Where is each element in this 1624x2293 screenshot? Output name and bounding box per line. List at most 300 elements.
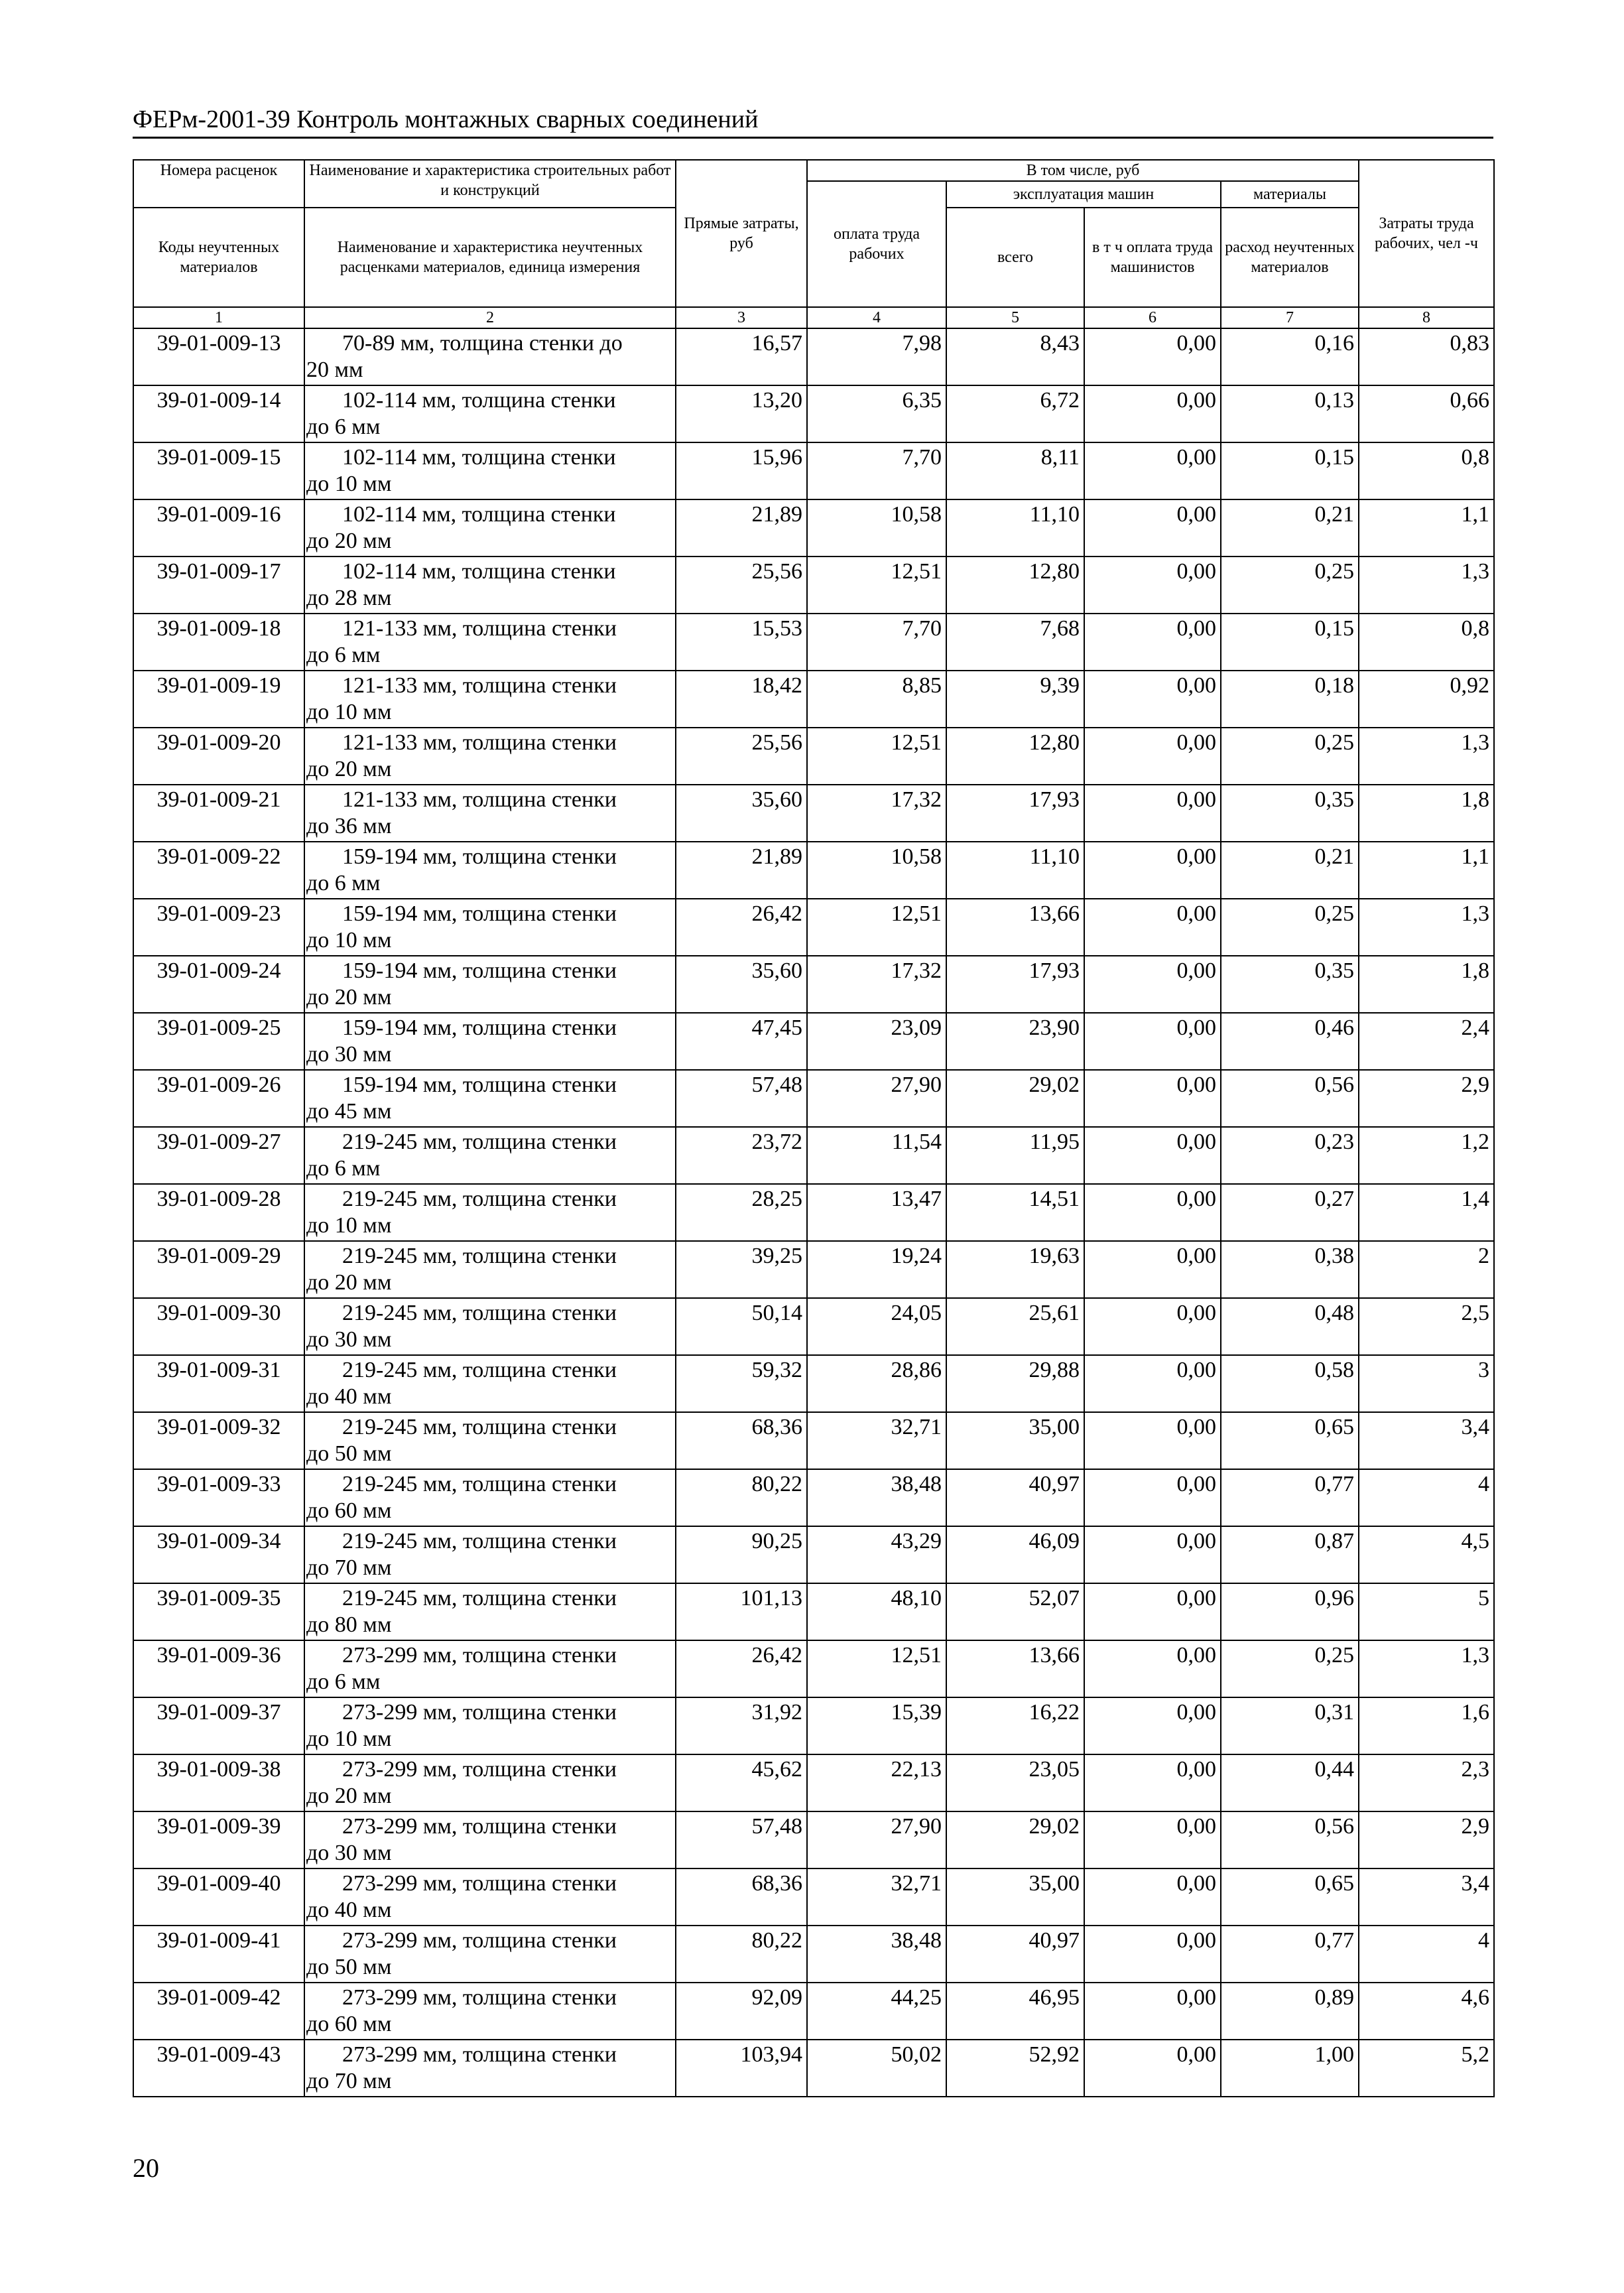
header-rate-numbers: Номера расценок <box>133 160 304 208</box>
rate-code: 39-01-009-13 <box>133 328 304 385</box>
direct-costs-cell: 68,36 <box>676 1868 807 1926</box>
machines-total-cell: 52,92 <box>946 2040 1084 2097</box>
description-line: до 40 мм <box>306 1384 392 1409</box>
table-row <box>133 1412 1494 1469</box>
description-line: до 50 мм <box>306 1441 392 1466</box>
table-row <box>133 1298 1494 1355</box>
rate-code: 39-01-009-14 <box>133 385 304 442</box>
rate-code: 39-01-009-27 <box>133 1127 304 1184</box>
operator-pay-cell: 0,00 <box>1084 1697 1221 1754</box>
description-line: до 20 мм <box>306 757 392 781</box>
labor-hours-cell: 2 <box>1359 1241 1494 1298</box>
materials-cell: 0,77 <box>1221 1469 1359 1526</box>
description-line: 121-133 мм, толщина стенки <box>342 616 617 641</box>
rate-code: 39-01-009-32 <box>133 1412 304 1469</box>
description-line: 102-114 мм, толщина стенки <box>342 559 616 584</box>
work-description-cell <box>304 1640 676 1697</box>
direct-costs-cell: 26,42 <box>676 899 807 956</box>
materials-cell: 0,25 <box>1221 557 1359 614</box>
table-row <box>133 1697 1494 1754</box>
table-row <box>133 1070 1494 1127</box>
direct-costs-cell: 50,14 <box>676 1298 807 1355</box>
direct-costs-cell: 101,13 <box>676 1583 807 1640</box>
table-row <box>133 328 1494 385</box>
description-line: 159-194 мм, толщина стенки <box>342 958 617 983</box>
table-row <box>133 899 1494 956</box>
machines-total-cell: 7,68 <box>946 614 1084 671</box>
header-labor-hours: Затраты труда рабочих, чел -ч <box>1359 160 1494 307</box>
description-line: 219-245 мм, толщина стенки <box>342 1415 617 1439</box>
materials-cell: 0,87 <box>1221 1526 1359 1583</box>
machines-total-cell: 29,02 <box>946 1070 1084 1127</box>
operator-pay-cell: 0,00 <box>1084 328 1221 385</box>
work-description-cell <box>304 1355 676 1412</box>
operator-pay-cell: 0,00 <box>1084 1127 1221 1184</box>
materials-cell: 0,21 <box>1221 842 1359 899</box>
table-row <box>133 1583 1494 1640</box>
machines-total-cell: 9,39 <box>946 671 1084 728</box>
description-line: до 60 мм <box>306 1498 392 1523</box>
work-description-cell <box>304 442 676 499</box>
operator-pay-cell: 0,00 <box>1084 1583 1221 1640</box>
materials-cell: 0,31 <box>1221 1697 1359 1754</box>
column-number: 5 <box>946 307 1084 328</box>
description-line: до 20 мм <box>306 529 392 553</box>
description-line: 219-245 мм, толщина стенки <box>342 1244 617 1268</box>
description-line: 219-245 мм, толщина стенки <box>342 1586 617 1610</box>
work-description-cell <box>304 2040 676 2097</box>
description-line: до 6 мм <box>306 415 381 439</box>
rate-code: 39-01-009-31 <box>133 1355 304 1412</box>
labor-hours-cell: 1,4 <box>1359 1184 1494 1241</box>
description-line: до 10 мм <box>306 1727 392 1751</box>
table-row <box>133 1868 1494 1926</box>
rates-table <box>133 159 1495 2097</box>
operator-pay-cell: 0,00 <box>1084 785 1221 842</box>
description-line: до 20 мм <box>306 1784 392 1808</box>
operator-pay-cell: 0,00 <box>1084 557 1221 614</box>
direct-costs-cell: 57,48 <box>676 1070 807 1127</box>
direct-costs-cell: 25,56 <box>676 557 807 614</box>
direct-costs-cell: 92,09 <box>676 1983 807 2040</box>
operator-pay-cell: 0,00 <box>1084 1184 1221 1241</box>
operator-pay-cell: 0,00 <box>1084 728 1221 785</box>
description-line: до 70 мм <box>306 2069 392 2093</box>
labor-hours-cell: 2,5 <box>1359 1298 1494 1355</box>
materials-cell: 0,13 <box>1221 385 1359 442</box>
machines-total-cell: 35,00 <box>946 1868 1084 1926</box>
work-description-cell <box>304 899 676 956</box>
description-line: 273-299 мм, толщина стенки <box>342 1871 617 1896</box>
description-line: до 45 мм <box>306 1099 392 1124</box>
labor-pay-cell: 24,05 <box>807 1298 946 1355</box>
work-description-cell <box>304 1127 676 1184</box>
work-description-cell <box>304 1013 676 1070</box>
rate-code: 39-01-009-30 <box>133 1298 304 1355</box>
labor-pay-cell: 7,70 <box>807 614 946 671</box>
labor-pay-cell: 12,51 <box>807 899 946 956</box>
labor-hours-cell: 2,4 <box>1359 1013 1494 1070</box>
labor-hours-cell: 0,92 <box>1359 671 1494 728</box>
materials-cell: 0,44 <box>1221 1754 1359 1811</box>
materials-cell: 0,35 <box>1221 785 1359 842</box>
rate-code: 39-01-009-18 <box>133 614 304 671</box>
direct-costs-cell: 59,32 <box>676 1355 807 1412</box>
work-description-cell <box>304 728 676 785</box>
operator-pay-cell: 0,00 <box>1084 956 1221 1013</box>
operator-pay-cell: 0,00 <box>1084 1526 1221 1583</box>
description-line: до 6 мм <box>306 1670 381 1694</box>
description-line: до 30 мм <box>306 1841 392 1865</box>
labor-hours-cell: 3 <box>1359 1355 1494 1412</box>
description-line: до 6 мм <box>306 1156 381 1181</box>
labor-pay-cell: 10,58 <box>807 499 946 557</box>
direct-costs-cell: 26,42 <box>676 1640 807 1697</box>
description-line: 219-245 мм, толщина стенки <box>342 1358 617 1382</box>
header-work-description: Наименование и характеристика строительных работ и конструкций <box>304 160 676 208</box>
labor-pay-cell: 12,51 <box>807 557 946 614</box>
labor-hours-cell: 0,66 <box>1359 385 1494 442</box>
description-line: до 40 мм <box>306 1898 392 1922</box>
table-row <box>133 499 1494 557</box>
work-description-cell <box>304 1526 676 1583</box>
direct-costs-cell: 80,22 <box>676 1926 807 1983</box>
materials-cell: 0,56 <box>1221 1070 1359 1127</box>
labor-pay-cell: 7,70 <box>807 442 946 499</box>
table-row <box>133 1926 1494 1983</box>
direct-costs-cell: 18,42 <box>676 671 807 728</box>
header-materials: материалы <box>1221 181 1359 208</box>
description-line: 273-299 мм, толщина стенки <box>342 1985 617 2010</box>
table-row <box>133 1754 1494 1811</box>
table-row <box>133 557 1494 614</box>
table-row <box>133 1355 1494 1412</box>
operator-pay-cell: 0,00 <box>1084 842 1221 899</box>
labor-hours-cell: 2,9 <box>1359 1811 1494 1868</box>
direct-costs-cell: 80,22 <box>676 1469 807 1526</box>
table-row <box>133 1811 1494 1868</box>
materials-cell: 0,65 <box>1221 1412 1359 1469</box>
description-line: 159-194 мм, толщина стенки <box>342 901 617 926</box>
direct-costs-cell: 21,89 <box>676 842 807 899</box>
description-line: 159-194 мм, толщина стенки <box>342 844 617 869</box>
labor-pay-cell: 11,54 <box>807 1127 946 1184</box>
rate-code: 39-01-009-40 <box>133 1868 304 1926</box>
machines-total-cell: 25,61 <box>946 1298 1084 1355</box>
description-line: 219-245 мм, толщина стенки <box>342 1187 617 1211</box>
column-number: 3 <box>676 307 807 328</box>
description-line: до 30 мм <box>306 1042 392 1067</box>
table-row <box>133 1469 1494 1526</box>
materials-cell: 0,25 <box>1221 728 1359 785</box>
labor-hours-cell: 1,3 <box>1359 899 1494 956</box>
operator-pay-cell: 0,00 <box>1084 1811 1221 1868</box>
table-row <box>133 785 1494 842</box>
table-row <box>133 1983 1494 2040</box>
header-labor-pay: оплата труда рабочих <box>807 181 946 307</box>
operator-pay-cell: 0,00 <box>1084 1868 1221 1926</box>
work-description-cell <box>304 328 676 385</box>
materials-cell: 0,35 <box>1221 956 1359 1013</box>
operator-pay-cell: 0,00 <box>1084 499 1221 557</box>
labor-hours-cell: 1,3 <box>1359 728 1494 785</box>
description-line: 121-133 мм, толщина стенки <box>342 673 617 698</box>
machines-total-cell: 12,80 <box>946 557 1084 614</box>
rate-code: 39-01-009-42 <box>133 1983 304 2040</box>
labor-hours-cell: 1,3 <box>1359 557 1494 614</box>
table-row <box>133 1241 1494 1298</box>
direct-costs-cell: 35,60 <box>676 956 807 1013</box>
table-row <box>133 385 1494 442</box>
work-description-cell <box>304 614 676 671</box>
direct-costs-cell: 28,25 <box>676 1184 807 1241</box>
direct-costs-cell: 35,60 <box>676 785 807 842</box>
work-description-cell <box>304 1469 676 1526</box>
materials-cell: 0,89 <box>1221 1983 1359 2040</box>
description-line: до 10 мм <box>306 472 392 496</box>
description-line: 273-299 мм, толщина стенки <box>342 1700 617 1725</box>
rate-code: 39-01-009-43 <box>133 2040 304 2097</box>
description-line: до 20 мм <box>306 985 392 1010</box>
description-line: 219-245 мм, толщина стенки <box>342 1529 617 1553</box>
operator-pay-cell: 0,00 <box>1084 899 1221 956</box>
labor-pay-cell: 12,51 <box>807 728 946 785</box>
column-number: 8 <box>1359 307 1494 328</box>
operator-pay-cell: 0,00 <box>1084 1355 1221 1412</box>
materials-cell: 0,18 <box>1221 671 1359 728</box>
labor-pay-cell: 28,86 <box>807 1355 946 1412</box>
description-line: 219-245 мм, толщина стенки <box>342 1301 617 1325</box>
labor-hours-cell: 5 <box>1359 1583 1494 1640</box>
rate-code: 39-01-009-35 <box>133 1583 304 1640</box>
labor-hours-cell: 4 <box>1359 1469 1494 1526</box>
operator-pay-cell: 0,00 <box>1084 2040 1221 2097</box>
direct-costs-cell: 23,72 <box>676 1127 807 1184</box>
machines-total-cell: 6,72 <box>946 385 1084 442</box>
rate-code: 39-01-009-19 <box>133 671 304 728</box>
description-line: 219-245 мм, толщина стенки <box>342 1472 617 1496</box>
materials-cell: 0,65 <box>1221 1868 1359 1926</box>
work-description-cell <box>304 1583 676 1640</box>
description-line: до 30 мм <box>306 1327 392 1352</box>
rate-code: 39-01-009-24 <box>133 956 304 1013</box>
rate-code: 39-01-009-33 <box>133 1469 304 1526</box>
materials-cell: 0,25 <box>1221 899 1359 956</box>
operator-pay-cell: 0,00 <box>1084 614 1221 671</box>
direct-costs-cell: 45,62 <box>676 1754 807 1811</box>
materials-cell: 0,25 <box>1221 1640 1359 1697</box>
machines-total-cell: 40,97 <box>946 1469 1084 1526</box>
direct-costs-cell: 31,92 <box>676 1697 807 1754</box>
table-row <box>133 1640 1494 1697</box>
direct-costs-cell: 16,57 <box>676 328 807 385</box>
labor-pay-cell: 22,13 <box>807 1754 946 1811</box>
description-line: 273-299 мм, толщина стенки <box>342 1757 617 1782</box>
direct-costs-cell: 13,20 <box>676 385 807 442</box>
rate-code: 39-01-009-29 <box>133 1241 304 1298</box>
description-line: до 10 мм <box>306 928 392 952</box>
materials-cell: 0,16 <box>1221 328 1359 385</box>
rate-code: 39-01-009-26 <box>133 1070 304 1127</box>
labor-pay-cell: 48,10 <box>807 1583 946 1640</box>
column-number: 4 <box>807 307 946 328</box>
machines-total-cell: 17,93 <box>946 785 1084 842</box>
description-line: до 10 мм <box>306 1213 392 1238</box>
rate-code: 39-01-009-22 <box>133 842 304 899</box>
materials-cell: 0,15 <box>1221 614 1359 671</box>
labor-pay-cell: 44,25 <box>807 1983 946 2040</box>
labor-pay-cell: 6,35 <box>807 385 946 442</box>
labor-hours-cell: 2,3 <box>1359 1754 1494 1811</box>
materials-cell: 0,23 <box>1221 1127 1359 1184</box>
description-line: до 6 мм <box>306 871 381 895</box>
labor-hours-cell: 0,8 <box>1359 614 1494 671</box>
materials-cell: 0,58 <box>1221 1355 1359 1412</box>
machines-total-cell: 19,63 <box>946 1241 1084 1298</box>
operator-pay-cell: 0,00 <box>1084 1640 1221 1697</box>
rate-code: 39-01-009-25 <box>133 1013 304 1070</box>
machines-total-cell: 35,00 <box>946 1412 1084 1469</box>
description-line: 273-299 мм, толщина стенки <box>342 1928 617 1953</box>
labor-hours-cell: 4,6 <box>1359 1983 1494 2040</box>
labor-hours-cell: 1,2 <box>1359 1127 1494 1184</box>
rate-code: 39-01-009-20 <box>133 728 304 785</box>
rate-code: 39-01-009-38 <box>133 1754 304 1811</box>
materials-cell: 1,00 <box>1221 2040 1359 2097</box>
materials-cell: 0,27 <box>1221 1184 1359 1241</box>
machines-total-cell: 11,95 <box>946 1127 1084 1184</box>
description-line: 102-114 мм, толщина стенки <box>342 502 616 527</box>
machines-total-cell: 46,09 <box>946 1526 1084 1583</box>
machines-total-cell: 14,51 <box>946 1184 1084 1241</box>
labor-hours-cell: 0,8 <box>1359 442 1494 499</box>
work-description-cell <box>304 1184 676 1241</box>
rate-code: 39-01-009-16 <box>133 499 304 557</box>
materials-cell: 0,46 <box>1221 1013 1359 1070</box>
direct-costs-cell: 15,96 <box>676 442 807 499</box>
labor-pay-cell: 38,48 <box>807 1469 946 1526</box>
labor-hours-cell: 5,2 <box>1359 2040 1494 2097</box>
labor-hours-cell: 1,8 <box>1359 956 1494 1013</box>
rate-code: 39-01-009-28 <box>133 1184 304 1241</box>
description-line: 273-299 мм, толщина стенки <box>342 1814 617 1839</box>
direct-costs-cell: 68,36 <box>676 1412 807 1469</box>
materials-cell: 0,15 <box>1221 442 1359 499</box>
labor-pay-cell: 23,09 <box>807 1013 946 1070</box>
direct-costs-cell: 15,53 <box>676 614 807 671</box>
table-row <box>133 842 1494 899</box>
description-line: до 60 мм <box>306 2012 392 2036</box>
description-line: 121-133 мм, толщина стенки <box>342 730 617 755</box>
labor-pay-cell: 10,58 <box>807 842 946 899</box>
work-description-cell <box>304 956 676 1013</box>
header-material-description: Наименование и характеристика неучтенных расценками материалов, единица измерения <box>304 208 676 307</box>
labor-pay-cell: 50,02 <box>807 2040 946 2097</box>
work-description-cell <box>304 1754 676 1811</box>
column-number: 2 <box>304 307 676 328</box>
column-number-row <box>133 307 1494 328</box>
materials-cell: 0,21 <box>1221 499 1359 557</box>
description-line: 102-114 мм, толщина стенки <box>342 445 616 470</box>
description-line: до 10 мм <box>306 700 392 724</box>
machines-total-cell: 29,88 <box>946 1355 1084 1412</box>
labor-hours-cell: 4 <box>1359 1926 1494 1983</box>
machines-total-cell: 11,10 <box>946 842 1084 899</box>
header-machines-total: всего <box>946 208 1084 307</box>
work-description-cell <box>304 1811 676 1868</box>
page-number: 20 <box>133 2153 159 2183</box>
labor-hours-cell: 1,1 <box>1359 842 1494 899</box>
machines-total-cell: 13,66 <box>946 1640 1084 1697</box>
machines-total-cell: 23,05 <box>946 1754 1084 1811</box>
materials-cell: 0,77 <box>1221 1926 1359 1983</box>
machines-total-cell: 23,90 <box>946 1013 1084 1070</box>
labor-pay-cell: 32,71 <box>807 1868 946 1926</box>
column-number: 7 <box>1221 307 1359 328</box>
rate-code: 39-01-009-15 <box>133 442 304 499</box>
operator-pay-cell: 0,00 <box>1084 442 1221 499</box>
operator-pay-cell: 0,00 <box>1084 1013 1221 1070</box>
direct-costs-cell: 103,94 <box>676 2040 807 2097</box>
description-line: 70-89 мм, толщина стенки до <box>342 331 623 356</box>
machines-total-cell: 13,66 <box>946 899 1084 956</box>
machines-total-cell: 11,10 <box>946 499 1084 557</box>
operator-pay-cell: 0,00 <box>1084 1754 1221 1811</box>
column-number: 6 <box>1084 307 1221 328</box>
work-description-cell <box>304 499 676 557</box>
description-line: 219-245 мм, толщина стенки <box>342 1130 617 1154</box>
operator-pay-cell: 0,00 <box>1084 671 1221 728</box>
work-description-cell <box>304 1241 676 1298</box>
operator-pay-cell: 0,00 <box>1084 1298 1221 1355</box>
work-description-cell <box>304 385 676 442</box>
labor-hours-cell: 4,5 <box>1359 1526 1494 1583</box>
labor-pay-cell: 43,29 <box>807 1526 946 1583</box>
description-line: 20 мм <box>306 358 363 382</box>
rate-code: 39-01-009-41 <box>133 1926 304 1983</box>
materials-cell: 0,56 <box>1221 1811 1359 1868</box>
description-line: 159-194 мм, толщина стенки <box>342 1073 617 1097</box>
labor-hours-cell: 3,4 <box>1359 1868 1494 1926</box>
direct-costs-cell: 21,89 <box>676 499 807 557</box>
labor-pay-cell: 7,98 <box>807 328 946 385</box>
description-line: 121-133 мм, толщина стенки <box>342 787 617 812</box>
direct-costs-cell: 25,56 <box>676 728 807 785</box>
description-line: до 36 мм <box>306 814 392 838</box>
operator-pay-cell: 0,00 <box>1084 1983 1221 2040</box>
rate-code: 39-01-009-36 <box>133 1640 304 1697</box>
description-line: до 80 мм <box>306 1612 392 1637</box>
work-description-cell <box>304 1070 676 1127</box>
work-description-cell <box>304 1412 676 1469</box>
operator-pay-cell: 0,00 <box>1084 1412 1221 1469</box>
labor-pay-cell: 17,32 <box>807 956 946 1013</box>
description-line: 102-114 мм, толщина стенки <box>342 388 616 413</box>
labor-hours-cell: 0,83 <box>1359 328 1494 385</box>
header-material-codes: Коды неучтенных материалов <box>133 208 304 307</box>
materials-cell: 0,48 <box>1221 1298 1359 1355</box>
labor-hours-cell: 1,3 <box>1359 1640 1494 1697</box>
description-line: 273-299 мм, толщина стенки <box>342 1643 617 1668</box>
labor-pay-cell: 12,51 <box>807 1640 946 1697</box>
rate-code: 39-01-009-23 <box>133 899 304 956</box>
work-description-cell <box>304 1983 676 2040</box>
description-line: до 20 мм <box>306 1270 392 1295</box>
machines-total-cell: 8,43 <box>946 328 1084 385</box>
work-description-cell <box>304 1298 676 1355</box>
direct-costs-cell: 47,45 <box>676 1013 807 1070</box>
rate-code: 39-01-009-17 <box>133 557 304 614</box>
